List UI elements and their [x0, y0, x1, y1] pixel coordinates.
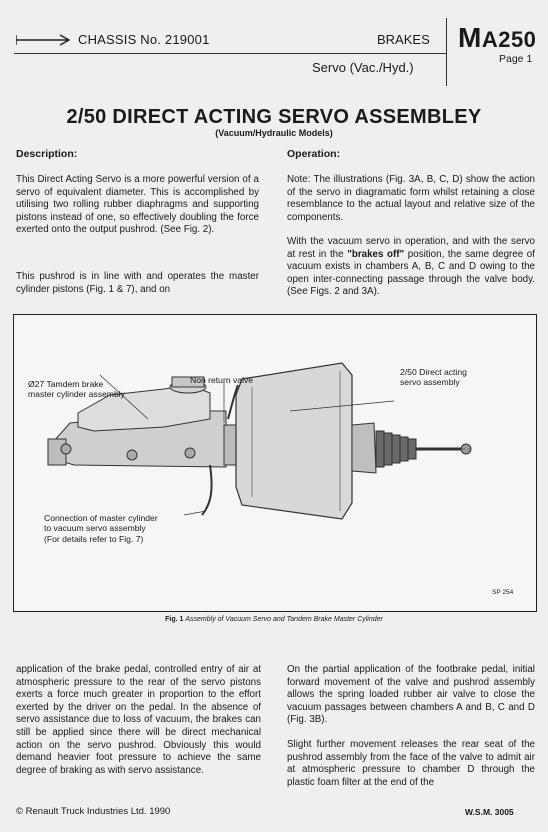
header-rule [14, 53, 446, 54]
chassis-number: CHASSIS No. 219001 [78, 32, 210, 47]
description-paragraph-1: This Direct Acting Servo is a more powerful version of a servo of equivalent diameter. This is accomplished by utilising two rolling rubber diaphragms and supporting pistons instead of one, so effectively doubling the force exerted onto the output pushrod. (See Fig. 2). [16, 174, 259, 236]
arrow-icon [16, 33, 72, 47]
label-servo-assembly: 2/50 Direct acting servo assembly [400, 367, 467, 388]
description-paragraph-2: This pushrod is in line with and operates the master cylinder pistons (Fig. 1 & 7), and on [16, 271, 259, 295]
operation-paragraph-1: Note: The illustrations (Fig. 3A, B, C, D) show the action of the servo in diagramatic form whilst retaining a close resemblance to the actual layout and relative size of the components. [287, 174, 535, 223]
figure-1 [13, 314, 537, 612]
copyright: © Renault Truck Industries Ltd. 1990 [16, 806, 171, 817]
label-master-cylinder: Ø27 Tamdem brake master cylinder assembly [28, 379, 125, 400]
servo-illustration [14, 315, 536, 611]
operation-paragraph-3: On the partial application of the footbrake pedal, initial forward movement of the valve and pushrod assembly allows the spring loaded rubber air valve to close the vacuum passages between chambers A and B, C and D (Fig. 3B). [287, 664, 535, 726]
document-number: W.S.M. 3005 [465, 807, 514, 817]
figure-caption: Fig. 1 Assembly of Vacuum Servo and Tandem Brake Master Cylinder [165, 616, 383, 623]
continued-paragraph: application of the brake pedal, controlled entry of air at atmospheric pressure to the rear of the servo pistons exerts a force much greater in proportion to the effort exerted by the driver on the pedal. In the absence of servo assistance due to loss of vacuum, the brakes can still be applied since there will be direct mechanical action on the servo pushrod. Obviously this would demand heavier foot pressure to achieve the same degree of braking as with servo assistance. [16, 664, 261, 776]
section-name: BRAKES [377, 32, 430, 47]
page-title: 2/50 DIRECT ACTING SERVO ASSEMBLEY [66, 106, 482, 128]
operation-paragraph-2: With the vacuum servo in operation, and with the servo at rest in the "brakes off" position, the same degree of vacuum exists in chambers A, B, C and D owing to the open inter-connecting passage through the valve body. (See Figs. 2 and 3A). [287, 236, 535, 298]
page-subtitle: (Vacuum/Hydraulic Models) [215, 128, 333, 138]
figure-reference: SP 254 [492, 589, 514, 596]
label-connection: Connection of master cylinder to vacuum servo assembly (For details refer to Fig. 7) [44, 513, 158, 544]
operation-heading: Operation: [287, 148, 341, 160]
header-divider [446, 18, 447, 86]
operation-paragraph-4: Slight further movement releases the rear seat of the pushrod assembly from the face of the valve to admit air at atmospheric pressure to chamber D through the plastic foam filter at the end of the [287, 739, 535, 788]
page-number: Page 1 [499, 53, 533, 65]
manual-code: MA250 [458, 22, 537, 53]
description-heading: Description: [16, 148, 78, 160]
label-non-return-valve: Non return valve [190, 375, 254, 385]
subsection-name: Servo (Vac./Hyd.) [312, 60, 414, 75]
